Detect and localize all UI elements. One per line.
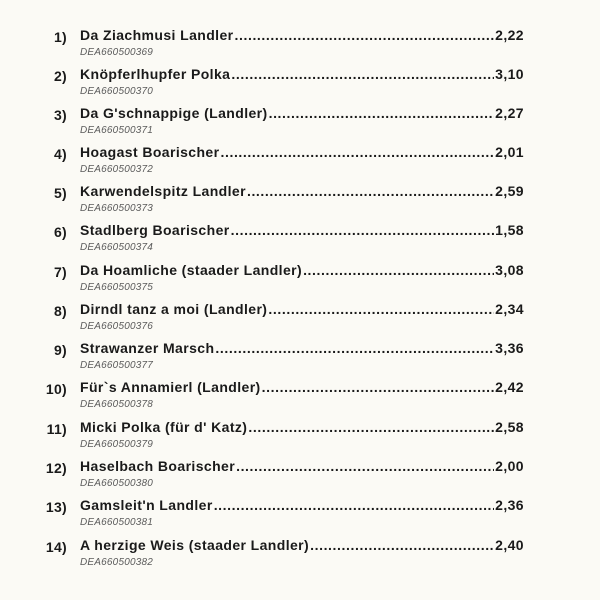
track-title: Da Hoamliche (staader Landler) xyxy=(80,262,303,278)
track-duration: 2,58 xyxy=(495,419,524,435)
track-code: DEA660500370 xyxy=(80,86,154,97)
dot-leader xyxy=(215,340,494,356)
dot-leader xyxy=(231,66,494,82)
track-row xyxy=(0,340,600,376)
track-line xyxy=(80,497,524,515)
track-number: 11) xyxy=(46,421,67,437)
dot-leader xyxy=(262,379,495,395)
track-title: Haselbach Boarischer xyxy=(80,458,236,474)
track-duration: 3,36 xyxy=(495,340,524,356)
track-line xyxy=(80,537,524,555)
track-code: DEA660500381 xyxy=(80,517,154,528)
track-title: Für`s Annamierl (Landler) xyxy=(80,379,261,395)
dot-leader xyxy=(303,262,494,278)
track-title: A herzige Weis (staader Landler) xyxy=(80,537,310,553)
track-duration: 2,00 xyxy=(495,458,524,474)
dot-leader xyxy=(231,222,495,238)
track-row xyxy=(0,497,600,533)
track-number: 7) xyxy=(53,264,67,280)
track-number: 3) xyxy=(53,107,67,123)
track-line xyxy=(80,458,524,476)
track-title: Dirndl tanz a moi (Landler) xyxy=(80,301,268,317)
track-line xyxy=(80,340,524,358)
track-row xyxy=(0,537,600,573)
track-code: DEA660500371 xyxy=(80,125,154,136)
track-duration: 2,36 xyxy=(495,497,524,513)
track-number: 10) xyxy=(45,381,67,397)
track-duration: 2,27 xyxy=(495,105,524,121)
track-row xyxy=(0,105,600,141)
track-duration: 3,08 xyxy=(495,262,524,278)
dot-leader xyxy=(220,144,494,160)
dot-leader xyxy=(248,419,494,435)
track-duration: 2,34 xyxy=(495,301,524,317)
dot-leader xyxy=(236,458,494,474)
track-line xyxy=(80,301,524,319)
track-row xyxy=(0,301,600,337)
track-number: 12) xyxy=(45,460,67,476)
track-duration: 1,58 xyxy=(495,222,524,238)
track-code: DEA660500375 xyxy=(80,282,154,293)
track-title: Strawanzer Marsch xyxy=(80,340,215,356)
track-number: 9) xyxy=(53,342,67,358)
track-number: 2) xyxy=(53,68,67,84)
dot-leader xyxy=(214,497,494,513)
track-line xyxy=(80,183,524,201)
track-code: DEA660500380 xyxy=(80,478,154,489)
dot-leader xyxy=(310,537,494,553)
track-line xyxy=(80,419,524,437)
track-line xyxy=(80,27,524,45)
track-line xyxy=(80,144,524,162)
track-row xyxy=(0,66,600,102)
track-title: Da Ziachmusi Landler xyxy=(80,27,234,43)
track-duration: 2,01 xyxy=(495,144,524,160)
track-code: DEA660500376 xyxy=(80,321,154,332)
track-title: Knöpferlhupfer Polka xyxy=(80,66,231,82)
track-title: Da G'schnappige (Landler) xyxy=(80,105,268,121)
track-title: Stadlberg Boarischer xyxy=(80,222,230,238)
track-row xyxy=(0,262,600,298)
track-duration: 2,22 xyxy=(495,27,524,43)
track-code: DEA660500377 xyxy=(80,360,154,371)
track-number: 1) xyxy=(53,29,67,45)
track-number: 13) xyxy=(45,499,67,515)
track-row xyxy=(0,379,600,415)
track-duration: 2,42 xyxy=(495,379,524,395)
track-line xyxy=(80,379,524,397)
track-row xyxy=(0,27,600,63)
track-row xyxy=(0,419,600,455)
track-number: 14) xyxy=(45,539,67,555)
track-code: DEA660500378 xyxy=(80,399,154,410)
track-number: 6) xyxy=(53,224,67,240)
dot-leader xyxy=(247,183,494,199)
track-row xyxy=(0,183,600,219)
track-duration: 2,59 xyxy=(495,183,524,199)
track-code: DEA660500382 xyxy=(80,557,154,568)
track-code: DEA660500372 xyxy=(80,164,154,175)
track-line xyxy=(80,66,524,84)
track-number: 8) xyxy=(53,303,67,319)
dot-leader xyxy=(269,105,495,121)
track-title: Hoagast Boarischer xyxy=(80,144,220,160)
track-title: Gamsleit'n Landler xyxy=(80,497,213,513)
track-title: Karwendelspitz Landler xyxy=(80,183,246,199)
track-code: DEA660500369 xyxy=(80,47,154,58)
track-code: DEA660500379 xyxy=(80,439,154,450)
track-line xyxy=(80,105,524,123)
dot-leader xyxy=(234,27,494,43)
track-title: Micki Polka (für d' Katz) xyxy=(80,419,248,435)
track-line xyxy=(80,262,524,280)
track-code: DEA660500374 xyxy=(80,242,154,253)
track-duration: 3,10 xyxy=(495,66,524,82)
track-row xyxy=(0,458,600,494)
track-row xyxy=(0,144,600,180)
track-code: DEA660500373 xyxy=(80,203,154,214)
track-row xyxy=(0,222,600,258)
dot-leader xyxy=(268,301,494,317)
track-line xyxy=(80,222,524,240)
track-duration: 2,40 xyxy=(495,537,524,553)
track-number: 5) xyxy=(53,185,67,201)
track-number: 4) xyxy=(53,146,67,162)
